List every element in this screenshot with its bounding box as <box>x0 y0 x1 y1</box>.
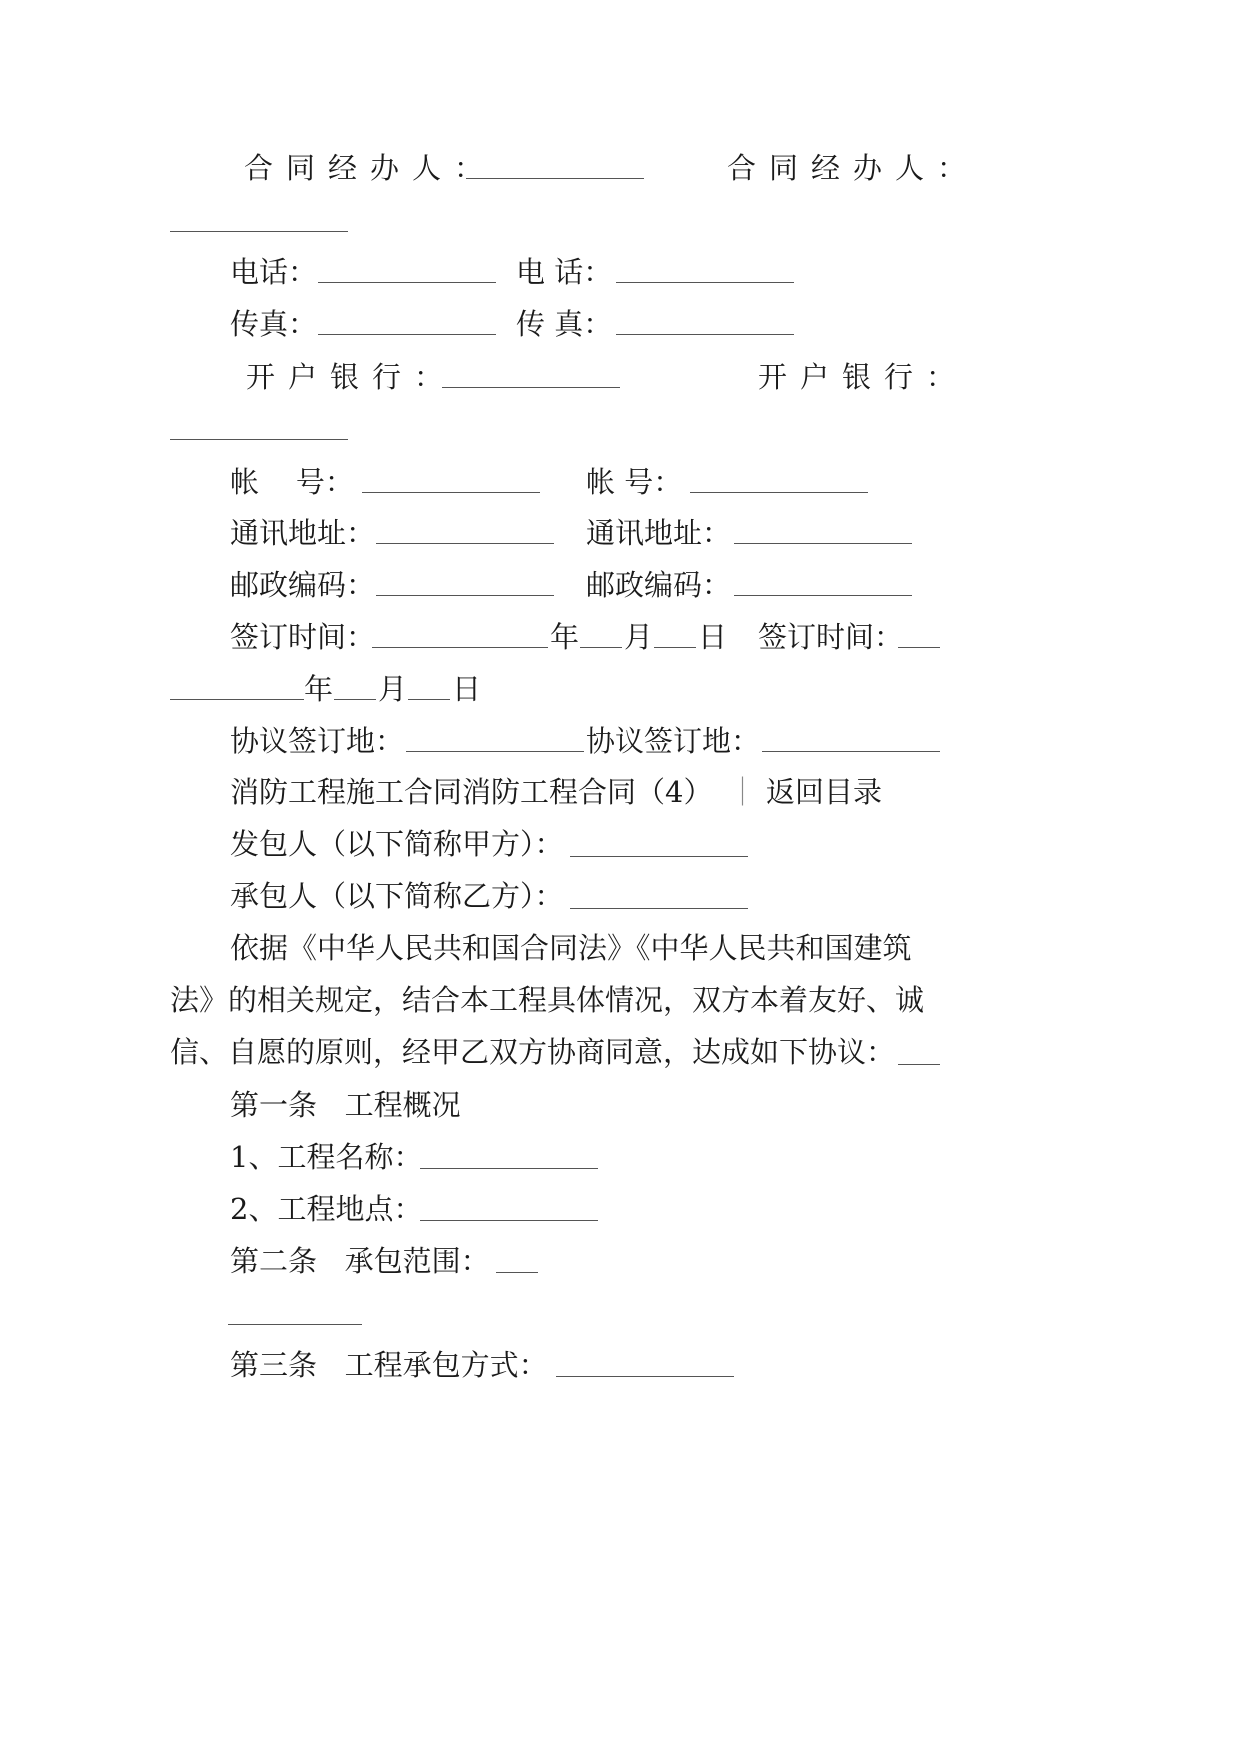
address-label-a: 通讯地址： <box>230 516 376 550</box>
postcode-blank-a[interactable] <box>376 595 554 596</box>
sign-place-blank-b[interactable] <box>762 751 940 752</box>
contract-agent-blank-a[interactable] <box>466 178 644 179</box>
employer-blank[interactable] <box>570 856 748 857</box>
sign-place-label-b: 协议签订地： <box>586 724 761 758</box>
back-to-contents-link[interactable]: 返回目录 <box>766 775 883 809</box>
contract-method-blank[interactable] <box>556 1376 734 1377</box>
account-blank-a[interactable] <box>362 492 540 493</box>
fax-label-a: 传真： <box>230 307 318 341</box>
account-label-b: 帐 号： <box>586 465 683 499</box>
sign-place-label-a: 协议签订地： <box>230 724 405 758</box>
sign-place-blank-a[interactable] <box>406 751 584 752</box>
address-blank-a[interactable] <box>376 543 554 544</box>
article-1-heading: 第一条 工程概况 <box>230 1088 461 1122</box>
bank-blank-a[interactable] <box>442 387 620 388</box>
year-label-a: 年 <box>550 620 580 654</box>
account-blank-b[interactable] <box>690 492 868 493</box>
fax-blank-a[interactable] <box>318 334 496 335</box>
phone-blank-a[interactable] <box>318 282 496 283</box>
fax-label-b: 传 真： <box>516 307 613 341</box>
postcode-label-b: 邮政编码： <box>586 568 732 602</box>
sign-year-blank-b[interactable] <box>170 699 304 700</box>
scope-blank[interactable] <box>228 1324 362 1325</box>
sign-month-blank-a[interactable] <box>580 647 622 648</box>
year-label-b: 年 <box>304 672 334 706</box>
project-name-label: 1、工程名称： <box>230 1140 423 1174</box>
address-blank-b[interactable] <box>734 543 912 544</box>
contractor-blank[interactable] <box>570 908 748 909</box>
project-location-blank[interactable] <box>420 1220 598 1221</box>
phone-blank-b[interactable] <box>616 282 794 283</box>
article-2-heading: 第二条 承包范围： <box>230 1244 490 1278</box>
account-label-a: 帐 号： <box>230 465 354 499</box>
employer-label: 发包人（以下简称甲方）： <box>230 827 564 861</box>
article-3-heading: 第三条 工程承包方式： <box>230 1348 548 1382</box>
day-label-a: 日 <box>698 620 728 654</box>
fax-blank-b[interactable] <box>616 334 794 335</box>
sign-day-blank-a[interactable] <box>654 647 696 648</box>
bank-blank-b[interactable] <box>170 439 348 440</box>
month-label-b: 月 <box>378 672 408 706</box>
sign-day-blank-b[interactable] <box>408 699 450 700</box>
title-separator: ｜ <box>728 775 758 809</box>
preamble-blank[interactable] <box>898 1064 940 1065</box>
phone-label-b: 电 话： <box>516 255 613 289</box>
bank-label-b: 开户银行： <box>758 360 969 394</box>
preamble-line-1: 依据《中华人民共和国合同法》《中华人民共和国建筑 <box>230 931 912 965</box>
contract-agent-blank-b[interactable] <box>170 231 348 232</box>
sign-date-label-b: 签订时间： <box>758 620 904 654</box>
project-location-label: 2、工程地点： <box>230 1192 423 1226</box>
contract-title: 消防工程施工合同消防工程合同（4） <box>230 775 713 809</box>
contract-agent-label-b: 合同经办人： <box>727 151 980 185</box>
month-label-a: 月 <box>624 620 654 654</box>
contract-agent-label-a: 合同经办人： <box>244 151 497 185</box>
preamble-line-2: 法》的相关规定，结合本工程具体情况，双方本着友好、诚 <box>170 983 925 1017</box>
sign-year-blank-a[interactable] <box>372 647 548 648</box>
contractor-label: 承包人（以下简称乙方）： <box>230 879 564 913</box>
postcode-label-a: 邮政编码： <box>230 568 376 602</box>
phone-label-a: 电话： <box>230 255 318 289</box>
address-label-b: 通讯地址： <box>586 516 732 550</box>
day-label-b: 日 <box>452 672 482 706</box>
sign-year-blank-b-start[interactable] <box>898 647 940 648</box>
sign-date-label-a: 签订时间： <box>230 620 376 654</box>
sign-month-blank-b[interactable] <box>334 699 376 700</box>
bank-label-a: 开户银行： <box>246 360 457 394</box>
scope-blank-start[interactable] <box>496 1272 538 1273</box>
project-name-blank[interactable] <box>420 1168 598 1169</box>
postcode-blank-b[interactable] <box>734 595 912 596</box>
preamble-line-3: 信、自愿的原则，经甲乙双方协商同意，达成如下协议： <box>170 1035 896 1069</box>
